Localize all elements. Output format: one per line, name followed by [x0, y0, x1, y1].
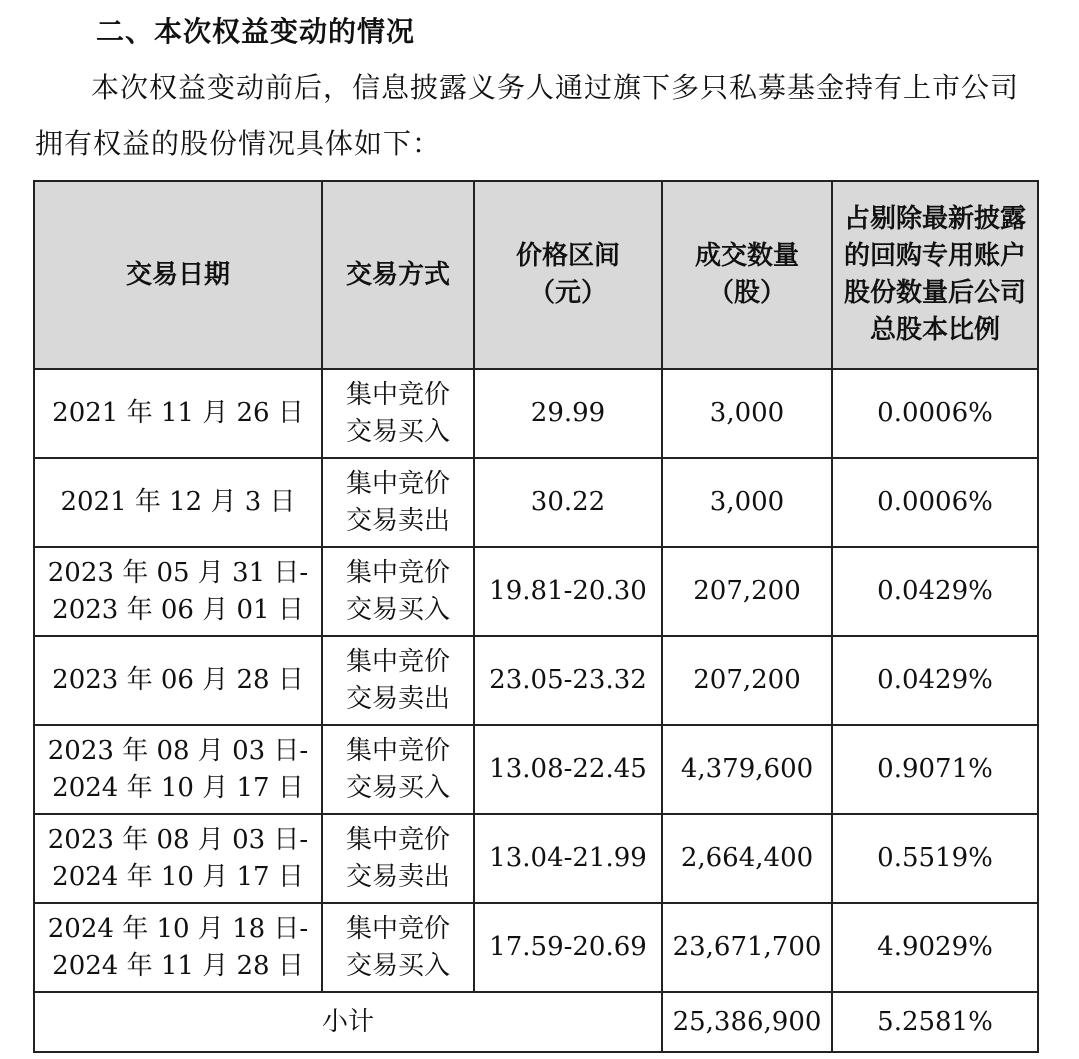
header-date: 交易日期 [34, 181, 322, 369]
subtotal-row [34, 992, 1038, 1052]
table-row [34, 903, 1038, 992]
cell-price: 29.99 [474, 369, 662, 458]
subtotal-quantity: 25,386,900 [662, 992, 832, 1052]
cell-ratio: 0.9071% [832, 725, 1038, 814]
table-row [34, 636, 1038, 725]
cell-date: 2021 年 11 月 26 日 [34, 369, 322, 458]
cell-price: 13.08-22.45 [474, 725, 662, 814]
table-row [34, 547, 1038, 636]
cell-date: 2023 年 05 月 31 日- 2023 年 06 月 01 日 [34, 547, 322, 636]
table-row [34, 369, 1038, 458]
section-heading: 二、本次权益变动的情况 [96, 15, 416, 48]
cell-date: 2023 年 08 月 03 日- 2024 年 10 月 17 日 [34, 725, 322, 814]
subtotal-ratio: 5.2581% [832, 992, 1038, 1052]
cell-quantity: 3,000 [662, 369, 832, 458]
cell-quantity: 23,671,700 [662, 903, 832, 992]
cell-date: 2024 年 10 月 18 日- 2024 年 11 月 28 日 [34, 903, 322, 992]
header-ratio: 占剔除最新披露的回购专用账户股份数量后公司总股本比例 [832, 181, 1038, 369]
cell-method: 集中竞价交易卖出 [322, 814, 474, 903]
cell-quantity: 4,379,600 [662, 725, 832, 814]
cell-ratio: 0.0429% [832, 547, 1038, 636]
cell-date: 2023 年 08 月 03 日- 2024 年 10 月 17 日 [34, 814, 322, 903]
cell-method: 集中竞价交易买入 [322, 725, 474, 814]
table-row [34, 725, 1038, 814]
cell-price: 19.81-20.30 [474, 547, 662, 636]
cell-price: 23.05-23.32 [474, 636, 662, 725]
intro-paragraph-text: 本次权益变动前后，信息披露义务人通过旗下多只私募基金持有上市公司拥有权益的股份情况具体如下： [35, 71, 1020, 160]
cell-price: 13.04-21.99 [474, 814, 662, 903]
cell-ratio: 4.9029% [832, 903, 1038, 992]
cell-ratio: 0.5519% [832, 814, 1038, 903]
cell-quantity: 207,200 [662, 636, 832, 725]
cell-price: 17.59-20.69 [474, 903, 662, 992]
equity-change-table [33, 180, 1039, 1053]
cell-method: 集中竞价交易卖出 [322, 636, 474, 725]
cell-ratio: 0.0429% [832, 636, 1038, 725]
cell-quantity: 3,000 [662, 458, 832, 547]
cell-quantity: 207,200 [662, 547, 832, 636]
cell-ratio: 0.0006% [832, 369, 1038, 458]
cell-date: 2023 年 06 月 28 日 [34, 636, 322, 725]
subtotal-label: 小计 [34, 992, 662, 1052]
table-row [34, 458, 1038, 547]
cell-ratio: 0.0006% [832, 458, 1038, 547]
header-price: 价格区间 （元） [474, 181, 662, 369]
cell-method: 集中竞价交易买入 [322, 547, 474, 636]
table-header-row [34, 181, 1038, 369]
intro-paragraph [35, 60, 1045, 172]
cell-method: 集中竞价交易买入 [322, 369, 474, 458]
cell-date: 2021 年 12 月 3 日 [34, 458, 322, 547]
table-row [34, 814, 1038, 903]
cell-quantity: 2,664,400 [662, 814, 832, 903]
cell-method: 集中竞价交易卖出 [322, 458, 474, 547]
header-method: 交易方式 [322, 181, 474, 369]
cell-price: 30.22 [474, 458, 662, 547]
cell-method: 集中竞价交易买入 [322, 903, 474, 992]
header-quantity: 成交数量 （股） [662, 181, 832, 369]
